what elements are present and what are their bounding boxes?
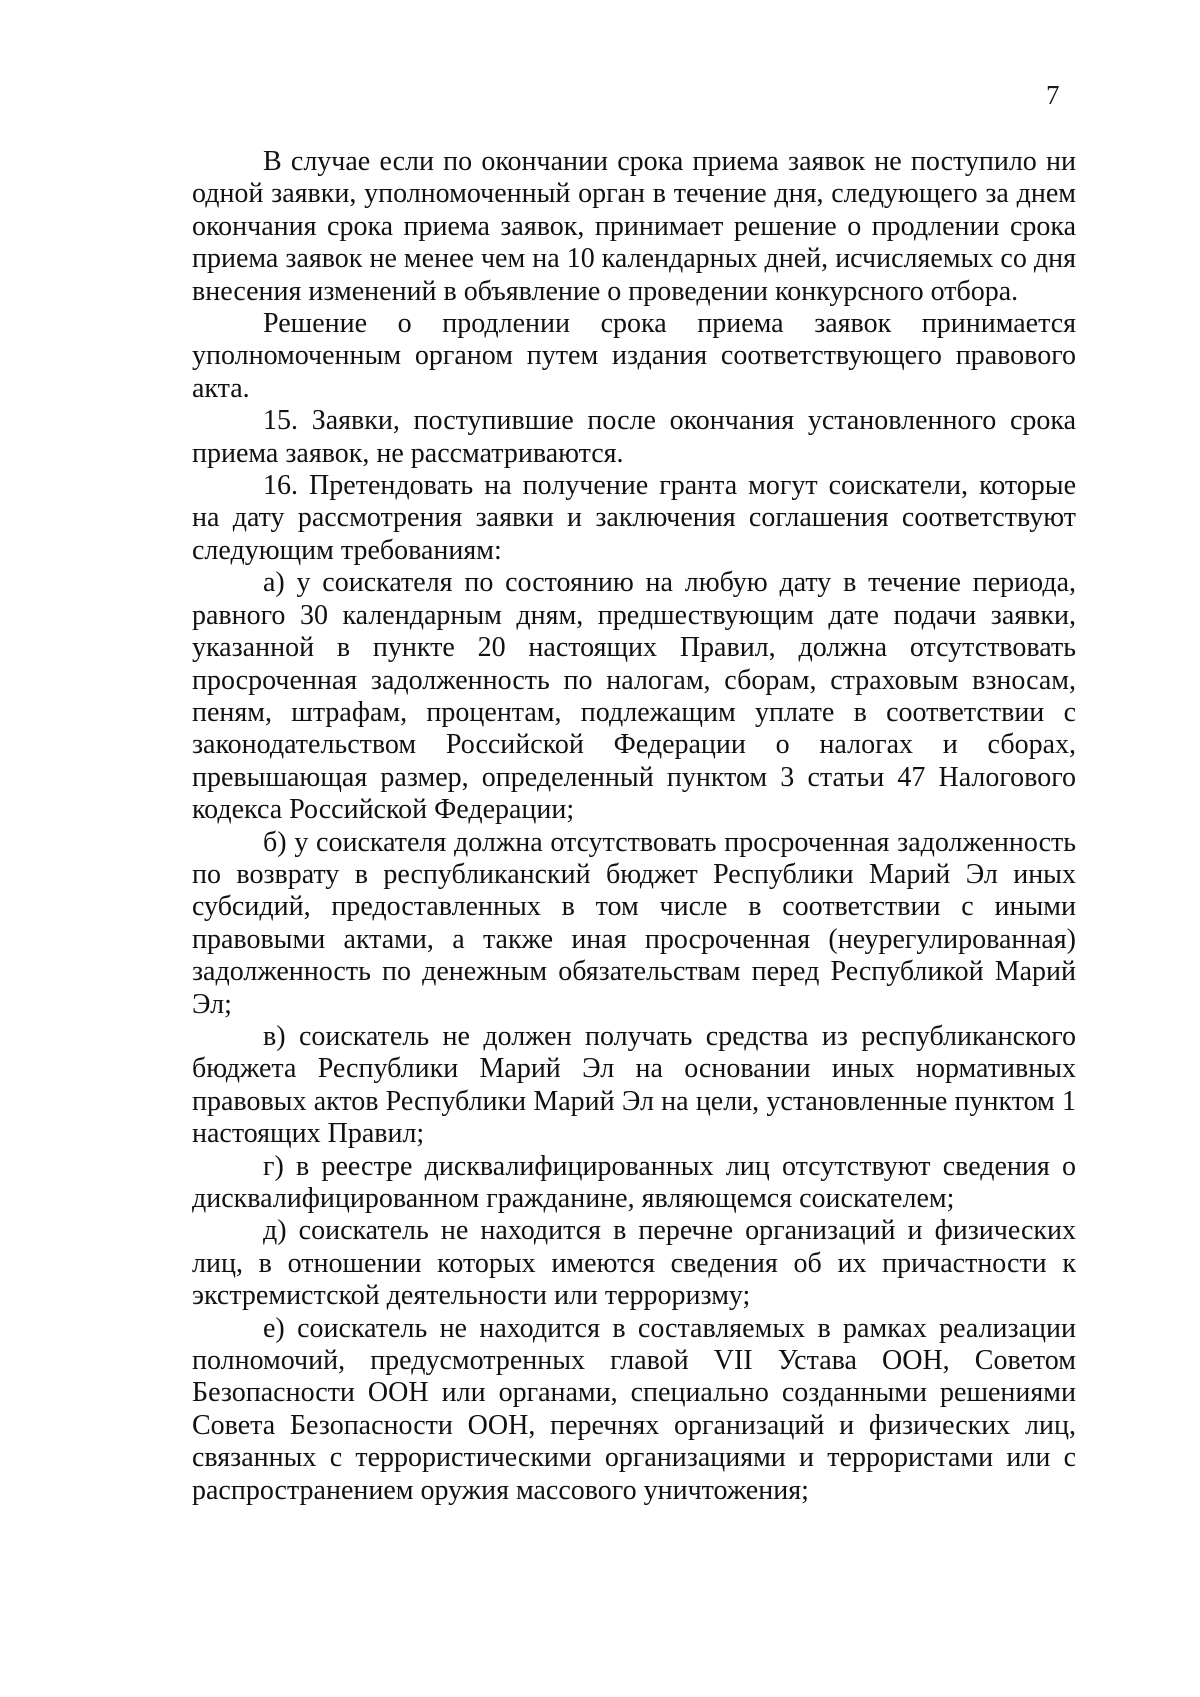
paragraph-requirement-g: г) в реестре дисквалифицированных лиц отсутствуют сведения о дисквалифицированном гражданине, являющемся соискателем; <box>192 1150 1076 1214</box>
paragraph-requirement-d: д) соискатель не находится в перечне организаций и физических лиц, в отношении которых имеются сведения об их причастности к экстремистской деятельности или терроризму; <box>192 1215 1076 1312</box>
paragraph-requirement-v: в) соискатель не должен получать средства из республиканского бюджета Республики Марий Эл на основании иных нормативных правовых актов Республики Марий Эл на цели, установленные пунктом 1 настоящих Правил; <box>192 1020 1076 1150</box>
paragraph-requirement-b: б) у соискателя должна отсутствовать просроченная задолженность по возврату в республиканский бюджет Республики Марий Эл иных субсидий, предоставленных в том числе в соответствии с иными правовыми актами, а также иная просроченная (неурегулированная) задолженность по денежным обязательствам перед Республикой Марий Эл; <box>192 826 1076 1020</box>
paragraph-requirement-e: е) соискатель не находится в составляемых в рамках реализации полномочий, предусмотренных главой VII Устава ООН, Советом Безопасности ООН или органами, специально созданными решениями Совета Безопасности ООН, перечнях организаций и физических лиц, связанных с террористическими организациями и террористами или с распространением оружия массового уничтожения; <box>192 1312 1076 1506</box>
paragraph-extension-decision: Решение о продлении срока приема заявок принимается уполномоченным органом путем издания соответствующего правового акта. <box>192 308 1076 404</box>
paragraph-requirement-a: а) у соискателя по состоянию на любую дату в течение периода, равного 30 календарным дням, предшествующим дате подачи заявки, указанной в пункте 20 настоящих Правил, должна отсутствовать просроченная задолженность по налогам, сборам, страховым взносам, пеням, штрафам, процентам, подлежащим уплате в соответствии с законодательством Российской Федерации о налогах и сборах, превышающая размер, определенный пунктом 3 статьи 47 Налогового кодекса Российской Федерации; <box>192 567 1076 826</box>
page-number: 7 <box>1046 80 1060 110</box>
paragraph-extension-no-applications: В случае если по окончании срока приема заявок не поступило ни одной заявки, уполномоченный орган в течение дня, следующего за днем окончания срока приема заявок, принимает решение о продлении срока приема заявок не менее чем на 10 календарных дней, исчисляемых со дня внесения изменений в объявление о проведении конкурсного отбора. <box>192 146 1076 307</box>
paragraph-item-16: 16. Претендовать на получение гранта могут соискатели, которые на дату рассмотрения заявки и заключения соглашения соответствуют следующим требованиям: <box>192 470 1076 566</box>
paragraph-item-15: 15. Заявки, поступившие после окончания установленного срока приема заявок, не рассматриваются. <box>192 405 1076 469</box>
document-body <box>192 146 1076 1507</box>
